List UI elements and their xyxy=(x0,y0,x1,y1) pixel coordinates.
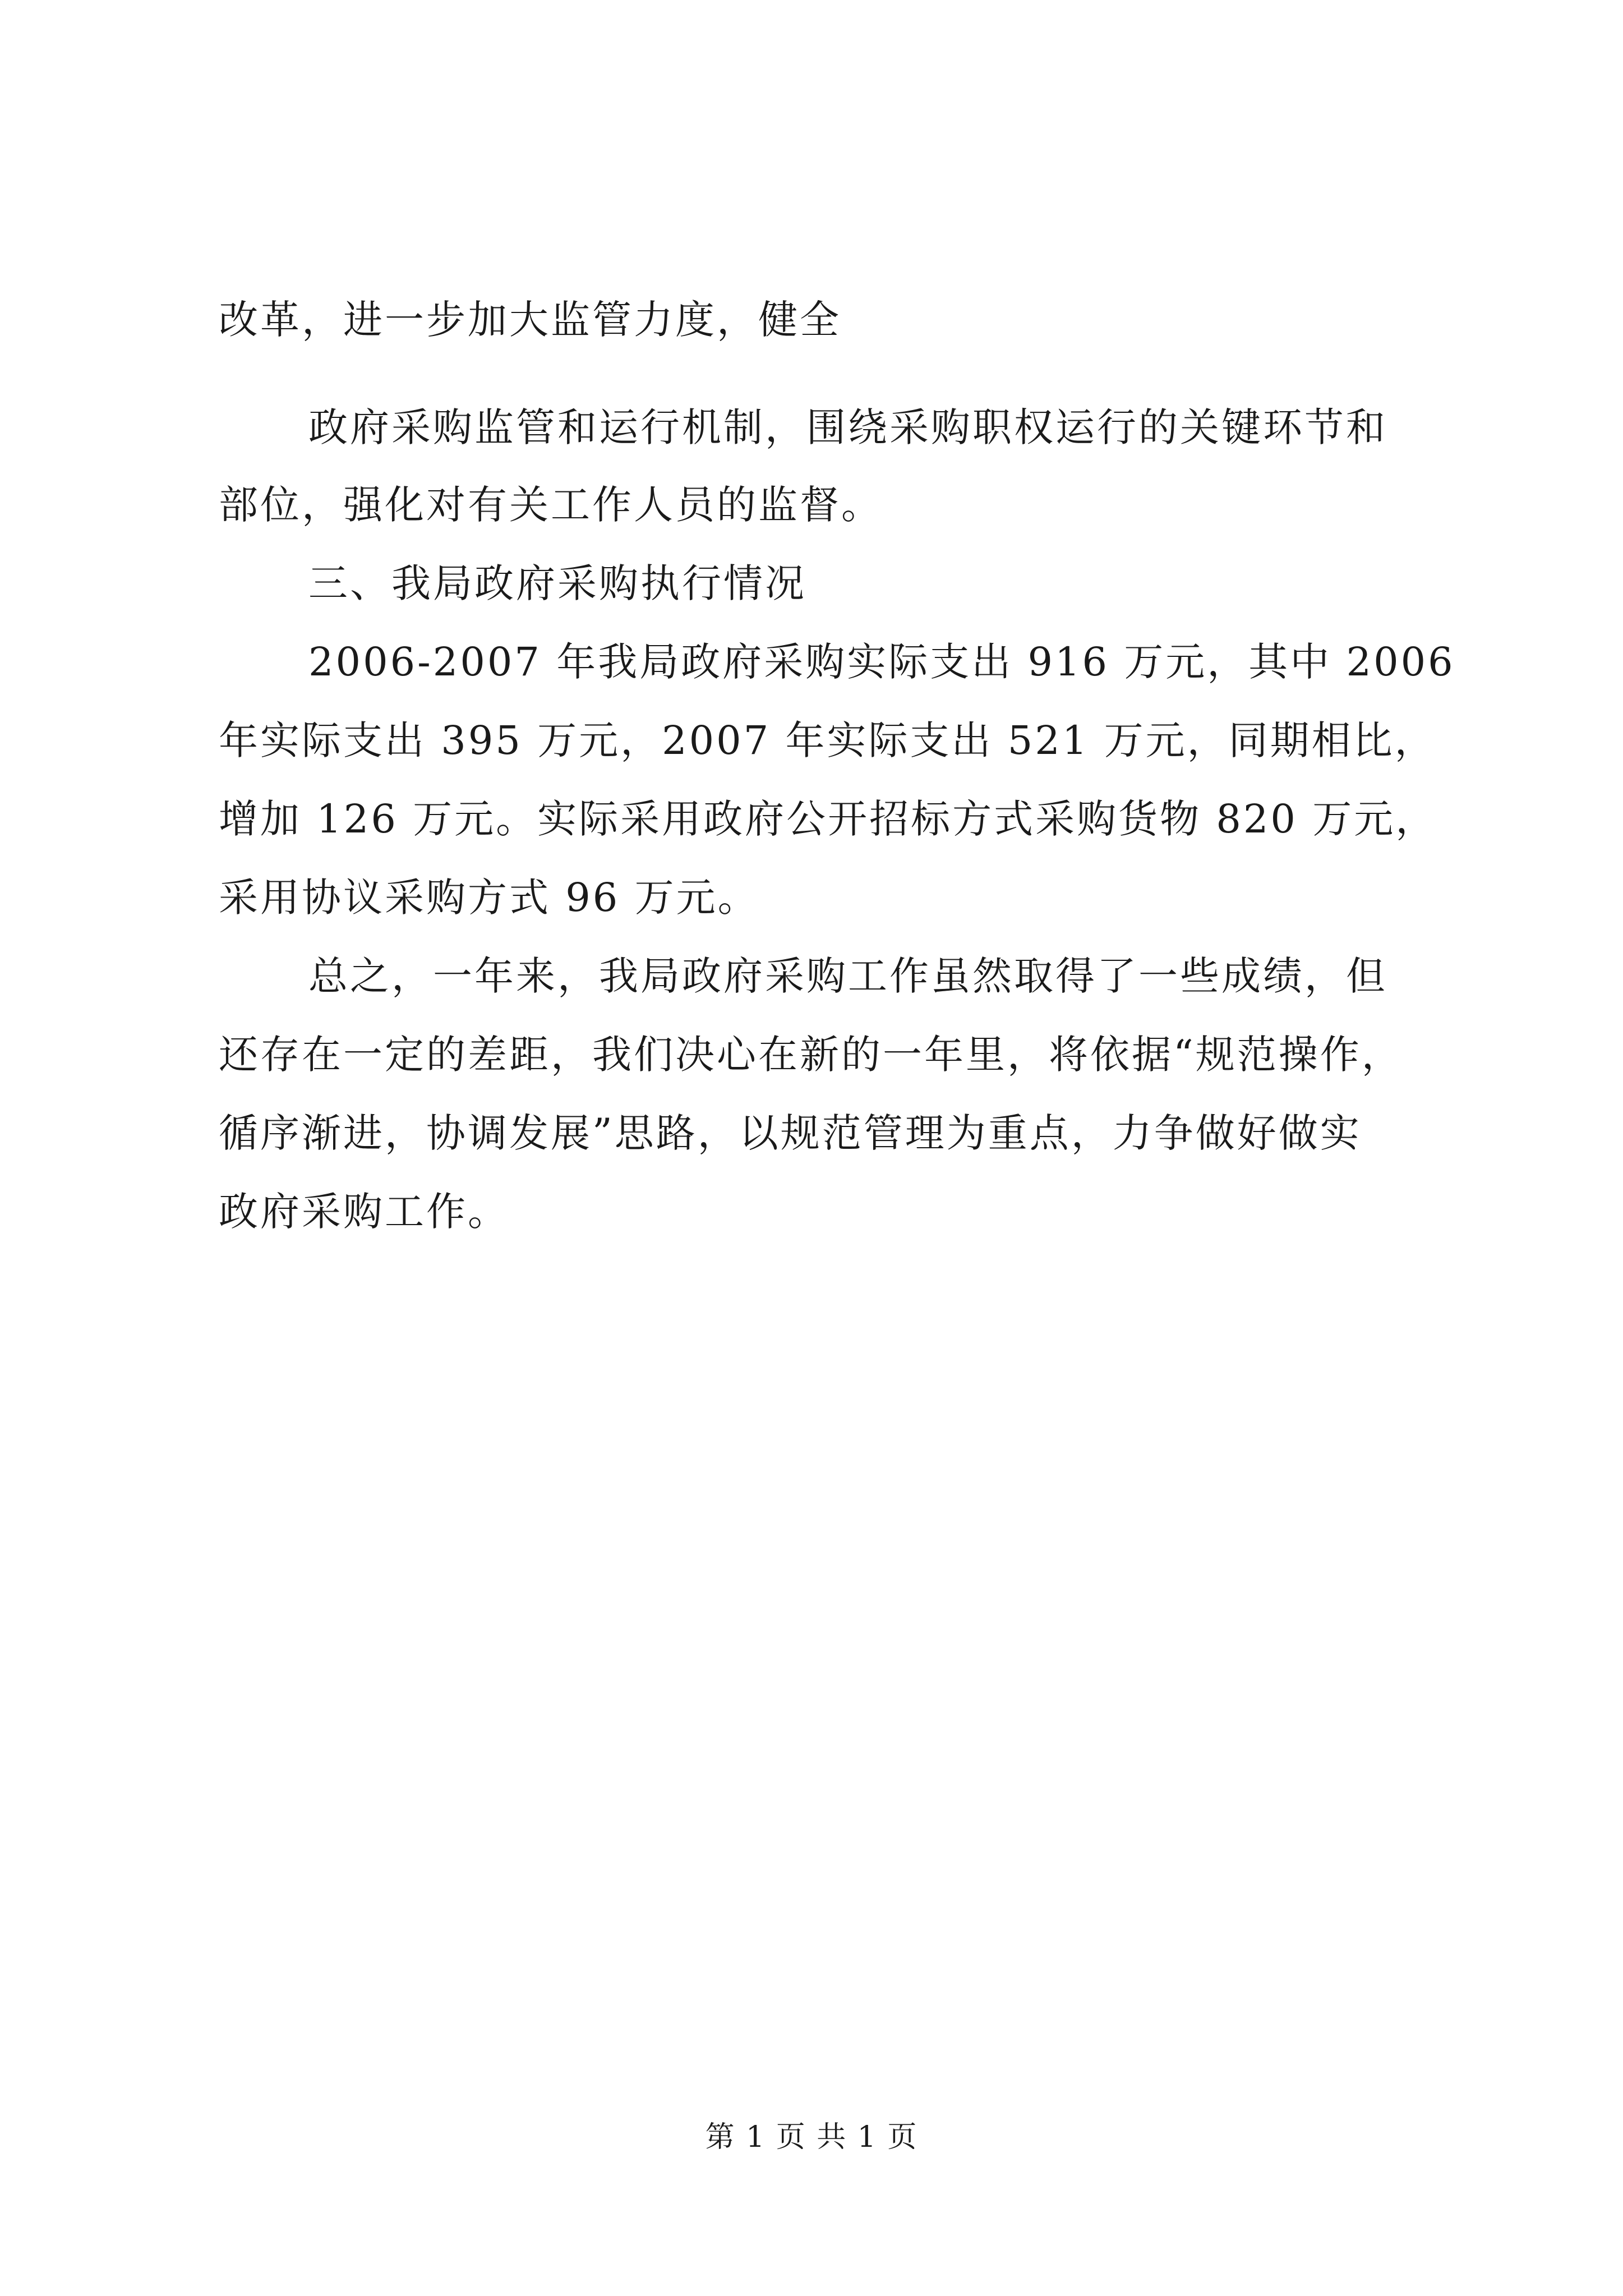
text-line: 2006-2007 年我局政府采购实际支出 916 万元，其中 2006 xyxy=(308,639,1455,685)
text-line: 改革，进一步加大监管力度，健全 xyxy=(219,297,841,343)
text-line: 政府采购工作。 xyxy=(219,1189,509,1235)
section-heading: 三、我局政府采购执行情况 xyxy=(308,560,806,606)
text-line: 循序渐进，协调发展”思路，以规范管理为重点，力争做好做实 xyxy=(219,1110,1362,1156)
text-line: 政府采购监管和运行机制，围绕采购职权运行的关键环节和 xyxy=(308,404,1387,450)
text-line: 还存在一定的差距，我们决心在新的一年里，将依据“规范操作， xyxy=(219,1032,1403,1078)
text-line: 部位，强化对有关工作人员的监督。 xyxy=(219,482,883,528)
text-line: 总之，一年来，我局政府采购工作虽然取得了一些成绩，但 xyxy=(308,953,1387,999)
page-footer: 第 1 页 共 1 页 xyxy=(705,2120,918,2154)
text-line: 增加 126 万元。实际采用政府公开招标方式采购货物 820 万元， xyxy=(219,796,1437,842)
text-line: 年实际支出 395 万元，2007 年实际支出 521 万元，同期相比， xyxy=(219,717,1436,763)
text-line: 采用协议采购方式 96 万元。 xyxy=(219,875,759,921)
